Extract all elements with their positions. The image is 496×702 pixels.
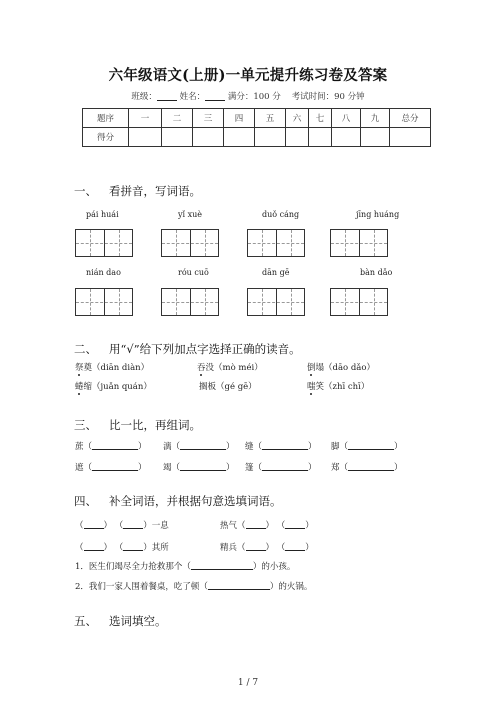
score-input-cell[interactable]: [332, 128, 361, 147]
idiom-item[interactable]: （ ） （ ）一息: [75, 521, 169, 531]
fill-sentence-1[interactable]: 1．医生们竭尽全力抢救那个（ ）的小孩。: [75, 562, 296, 572]
section-title: 选词填空。: [109, 614, 167, 628]
pinyin-label: bàn dǎo: [360, 268, 393, 277]
table-cell: 五: [255, 109, 286, 128]
answer-blank[interactable]: [84, 520, 104, 529]
section-2-heading: [74, 341, 301, 357]
reading-options: 没（mò méi）: [205, 363, 263, 373]
writing-grid[interactable]: [75, 229, 133, 257]
section-5-heading: [74, 613, 167, 629]
score-input-cell[interactable]: [162, 128, 193, 147]
score-input-cell[interactable]: [224, 128, 255, 147]
score-input-cell[interactable]: [390, 128, 431, 147]
name-label: 姓名：: [179, 92, 206, 102]
section-title: 比一比，再组词。: [109, 418, 201, 432]
score-table: [82, 108, 431, 147]
reading-choice[interactable]: [75, 361, 149, 373]
table-cell: 八: [332, 109, 361, 128]
answer-blank[interactable]: [246, 520, 266, 529]
writing-grid[interactable]: [330, 288, 388, 316]
compare-item[interactable]: 竭（ ）: [163, 463, 235, 473]
answer-blank[interactable]: [246, 542, 266, 551]
compare-item[interactable]: 郑（ ）: [331, 463, 403, 473]
answer-blank[interactable]: [208, 581, 270, 590]
section-number: 二、: [74, 342, 97, 356]
table-cell: 四: [224, 109, 255, 128]
compare-item[interactable]: 缝（ ）: [245, 442, 317, 452]
exam-time: 考试时间：90 分钟: [291, 92, 365, 102]
plain-char: 搁: [199, 382, 208, 392]
student-info: [0, 90, 496, 102]
pinyin-label: yǐ xuè: [178, 210, 203, 219]
dotted-char: 嗤: [307, 382, 316, 392]
dotted-char: 倒: [307, 363, 316, 373]
answer-blank[interactable]: [285, 520, 305, 529]
section-title: 用“√”给下列加点字选择正确的读音。: [109, 342, 301, 356]
compare-item[interactable]: 脚（ ）: [331, 442, 403, 452]
writing-grid[interactable]: [247, 229, 305, 257]
pinyin-label: dān gē: [262, 268, 290, 277]
writing-grid[interactable]: [330, 229, 388, 257]
table-cell: 三: [193, 109, 224, 128]
score-input-cell[interactable]: [255, 128, 286, 147]
score-input-cell[interactable]: [361, 128, 390, 147]
section-1-heading: [74, 183, 201, 199]
section-4-heading: [74, 493, 282, 509]
answer-blank[interactable]: [262, 462, 308, 471]
table-cell: 得分: [83, 128, 129, 147]
section-number: 四、: [74, 494, 97, 508]
pinyin-label: jīng huáng: [356, 210, 400, 219]
compare-item[interactable]: 篷（ ）: [245, 463, 317, 473]
section-title: 看拼音，写词语。: [109, 184, 201, 198]
score-header-row: [83, 109, 431, 128]
compare-item[interactable]: 蔗（ ）: [75, 442, 147, 452]
section-number: 一、: [74, 184, 97, 198]
score-row: [83, 128, 431, 147]
table-cell: 题序: [83, 109, 129, 128]
table-cell: 九: [361, 109, 390, 128]
answer-blank[interactable]: [92, 462, 138, 471]
pinyin-label: pái huái: [86, 210, 119, 219]
answer-blank[interactable]: [285, 542, 305, 551]
score-input-cell[interactable]: [129, 128, 162, 147]
answer-blank[interactable]: [191, 561, 253, 570]
reading-options: 缩（juǎn quán）: [83, 382, 152, 392]
section-number: 三、: [74, 418, 97, 432]
table-cell: 一: [129, 109, 162, 128]
section-number: 五、: [74, 614, 97, 628]
answer-blank[interactable]: [262, 441, 308, 450]
score-input-cell[interactable]: [286, 128, 309, 147]
answer-blank[interactable]: [348, 441, 394, 450]
dotted-char: 祭: [75, 363, 84, 373]
compare-item[interactable]: 遮（ ）: [75, 463, 147, 473]
writing-grid[interactable]: [247, 288, 305, 316]
answer-blank[interactable]: [92, 441, 138, 450]
name-blank[interactable]: [205, 91, 225, 101]
reading-options: 塌（dāo dǎo）: [315, 363, 375, 373]
writing-grid[interactable]: [161, 288, 219, 316]
page-number: 1 / 7: [237, 678, 259, 688]
answer-blank[interactable]: [123, 542, 143, 551]
reading-choice[interactable]: [307, 380, 369, 392]
class-blank[interactable]: [157, 91, 177, 101]
fill-sentence-2[interactable]: 2．我们一家人围着餐桌，吃了顿（ ）的火锅。: [75, 582, 313, 592]
reading-options: 奠（diān diàn）: [83, 363, 150, 373]
answer-blank[interactable]: [180, 462, 226, 471]
writing-grid[interactable]: [75, 288, 133, 316]
answer-blank[interactable]: [348, 462, 394, 471]
table-cell: 七: [309, 109, 332, 128]
section-title: 补全词语，并根据句意选填词语。: [109, 494, 282, 508]
pinyin-label: duǒ cáng: [262, 210, 300, 219]
score-input-cell[interactable]: [309, 128, 332, 147]
reading-choice[interactable]: [75, 380, 152, 392]
answer-blank[interactable]: [84, 542, 104, 551]
score-input-cell[interactable]: [193, 128, 224, 147]
reading-choice[interactable]: [197, 361, 263, 373]
idiom-item[interactable]: 精兵（ ） （ ）: [220, 543, 314, 553]
idiom-item[interactable]: 热气（ ） （ ）: [220, 521, 314, 531]
pinyin-label: róu cuō: [178, 268, 209, 277]
idiom-item[interactable]: （ ） （ ）其所: [75, 543, 169, 553]
table-cell: 二: [162, 109, 193, 128]
full-score: 满分：100 分: [227, 92, 281, 102]
reading-choice[interactable]: [307, 361, 375, 373]
table-cell: 总分: [390, 109, 431, 128]
pinyin-label: nián dao: [86, 268, 121, 277]
answer-blank[interactable]: [123, 520, 143, 529]
section-3-heading: [74, 417, 201, 433]
table-cell: 六: [286, 109, 309, 128]
reading-options: 笑（zhī chī）: [315, 382, 370, 392]
page-title: 六年级语文(上册)一单元提升练习卷及答案: [108, 67, 388, 84]
class-label: 班级：: [131, 92, 157, 102]
dotted-char: 蜷: [75, 382, 84, 392]
reading-options: 板（gé gē）: [207, 382, 257, 392]
answer-blank[interactable]: [180, 441, 226, 450]
compare-item[interactable]: 漓（ ）: [163, 442, 235, 452]
dotted-char: 吞: [197, 363, 206, 373]
writing-grid[interactable]: [161, 229, 219, 257]
reading-choice[interactable]: [199, 380, 257, 392]
